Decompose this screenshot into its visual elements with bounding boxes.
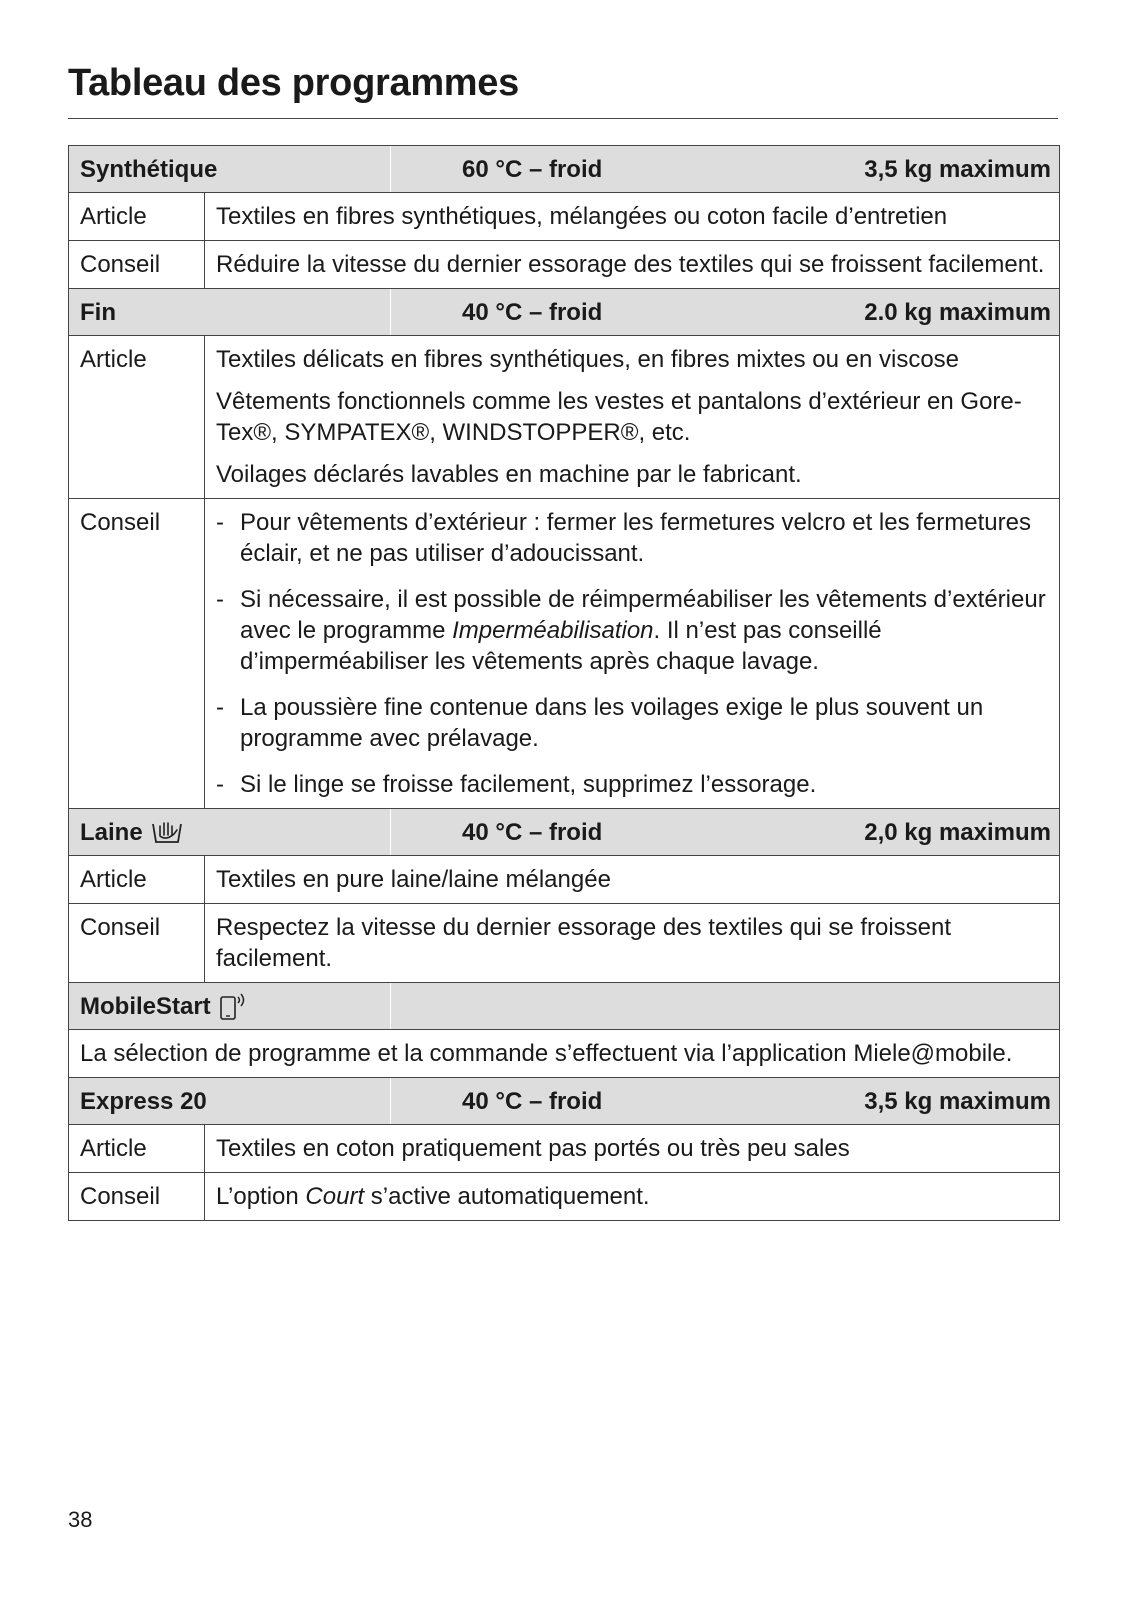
- program-name: Laine: [80, 818, 143, 846]
- program-max-load: 3,5 kg maximum: [864, 155, 1051, 183]
- option-reference: Court: [305, 1183, 365, 1210]
- row-content: Textiles en fibres synthétiques, mélangées ou coton facile d’entretien: [205, 193, 1060, 241]
- program-header-mobilestart: [69, 983, 1060, 1030]
- program-temperature: 40 °C – froid: [462, 1087, 603, 1115]
- row-label: Article: [69, 193, 205, 241]
- table-row: [69, 193, 1060, 241]
- program-temperature: 40 °C – froid: [462, 818, 603, 846]
- program-table: [68, 145, 1060, 1221]
- hand-wash-icon: [151, 818, 183, 846]
- table-row: [69, 904, 1060, 983]
- table-row: [69, 1173, 1060, 1221]
- header-separator: [390, 289, 391, 335]
- program-header-express: [69, 1078, 1060, 1125]
- program-name: Fin: [80, 298, 116, 326]
- row-label: Conseil: [69, 499, 205, 809]
- header-separator: [390, 983, 391, 1029]
- row-label: Article: [69, 856, 205, 904]
- program-name: Express 20: [80, 1087, 207, 1115]
- header-separator: [390, 146, 391, 192]
- row-content: Textiles en coton pratiquement pas portés ou très peu sales: [205, 1125, 1060, 1173]
- mobile-signal-icon: [219, 991, 247, 1021]
- program-temperature: 60 °C – froid: [462, 155, 603, 183]
- table-row: [69, 336, 1060, 499]
- row-content: Réduire la vitesse du dernier essorage des textiles qui se froissent facilement.: [205, 241, 1060, 289]
- paragraph: Vêtements fonctionnels comme les vestes et pantalons d’extérieur en Gore-Tex®, SYMPATEX®, WINDSTOPPER®, etc.: [216, 388, 1022, 446]
- program-max-load: 2.0 kg maximum: [864, 298, 1051, 326]
- row-label: Article: [69, 336, 205, 499]
- program-name: Synthétique: [80, 155, 218, 183]
- row-content: [205, 336, 1060, 499]
- table-row: [69, 241, 1060, 289]
- page-number: 38: [68, 1507, 93, 1532]
- row-content: [205, 499, 1060, 809]
- list-item: - Si nécessaire, il est possible de réimperméabiliser les vêtements d’extérieur avec le programme Imperméabilisation. Il n’est pas conseillé d’imperméabiliser les vêtements après chaque lavage.: [216, 586, 1046, 675]
- row-content: L’option Court s’active automatiquement.: [205, 1173, 1060, 1221]
- row-content: Textiles en pure laine/laine mélangée: [205, 856, 1060, 904]
- page-title: Tableau des programmes: [68, 62, 519, 104]
- program-header-synthetique: [69, 146, 1060, 193]
- program-header-fin: [69, 289, 1060, 336]
- list-item: - Si le linge se froisse facilement, supprimez l’essorage.: [216, 771, 817, 798]
- paragraph: Voilages déclarés lavables en machine par le fabricant.: [216, 461, 802, 488]
- row-label: Conseil: [69, 241, 205, 289]
- header-separator: [390, 809, 391, 855]
- list-item: - La poussière fine contenue dans les voilages exige le plus souvent un programme avec prélavage.: [216, 694, 984, 752]
- program-header-laine: [69, 809, 1060, 856]
- header-separator: [390, 1078, 391, 1124]
- table-row: [69, 1030, 1060, 1078]
- program-reference: Imperméabilisation: [452, 617, 654, 644]
- program-max-load: 2,0 kg maximum: [864, 818, 1051, 846]
- row-label: Article: [69, 1125, 205, 1173]
- row-label: Conseil: [69, 1173, 205, 1221]
- row-label: Conseil: [69, 904, 205, 983]
- table-row: [69, 856, 1060, 904]
- list-item: - Pour vêtements d’extérieur : fermer les fermetures velcro et les fermetures éclair, et ne pas utiliser d’adoucissant.: [216, 509, 1031, 567]
- title-divider: [68, 118, 1058, 119]
- tips-list: [216, 507, 1048, 800]
- program-max-load: 3,5 kg maximum: [864, 1087, 1051, 1115]
- row-content: Respectez la vitesse du dernier essorage des textiles qui se froissent facilement.: [205, 904, 1060, 983]
- program-temperature: 40 °C – froid: [462, 298, 603, 326]
- row-content: La sélection de programme et la commande s’effectuent via l’application Miele@mobile.: [69, 1030, 1060, 1078]
- program-name: MobileStart: [80, 992, 211, 1020]
- table-row: [69, 1125, 1060, 1173]
- table-row: [69, 499, 1060, 809]
- paragraph: Textiles délicats en fibres synthétiques, en fibres mixtes ou en viscose: [216, 346, 960, 373]
